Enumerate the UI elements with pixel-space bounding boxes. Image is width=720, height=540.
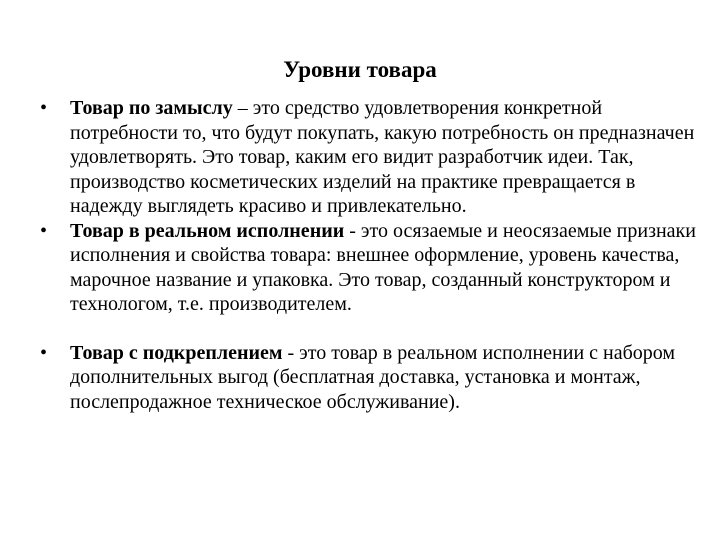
bullet-marker: • (40, 341, 48, 364)
bullet-marker: • (40, 97, 48, 119)
bullet-term: Товар по замыслу (70, 97, 233, 119)
bullet-term: Товар в реальном исполнении (70, 219, 345, 242)
bullet-term: Товар с подкреплением (70, 341, 283, 364)
slide-title-text: Уровни товара (283, 57, 437, 82)
bullet-item-augmented (40, 341, 700, 415)
bullet-item-actual (40, 219, 700, 317)
bullet-list (40, 96, 700, 414)
bullet-text: – это средство удовлетворения конкретной потребности то, что будут покупать, какую потребность он предназначен удовлетворять. Это товар, каким его видит разработчик идеи. Так, производство косметических изделий на практике превращается в надежду выглядеть красиво и привлекательно. (70, 97, 695, 217)
bullet-text: - это осязаемые и неосязаемые признаки исполнения и свойства товара: внешнее оформление, уровень качества, марочное название и упаковка. Это товар, созданный конструктором и технологом, т.е. производителем. (70, 219, 696, 315)
bullet-marker: • (40, 219, 48, 242)
bullet-text: - это товар в реальном исполнении с набором дополнительных выгод (бесплатная доставка, установка и монтаж, послепродажное техническое обслуживание). (70, 341, 676, 413)
bullet-item-concept (40, 96, 700, 219)
slide-title (0, 56, 720, 84)
